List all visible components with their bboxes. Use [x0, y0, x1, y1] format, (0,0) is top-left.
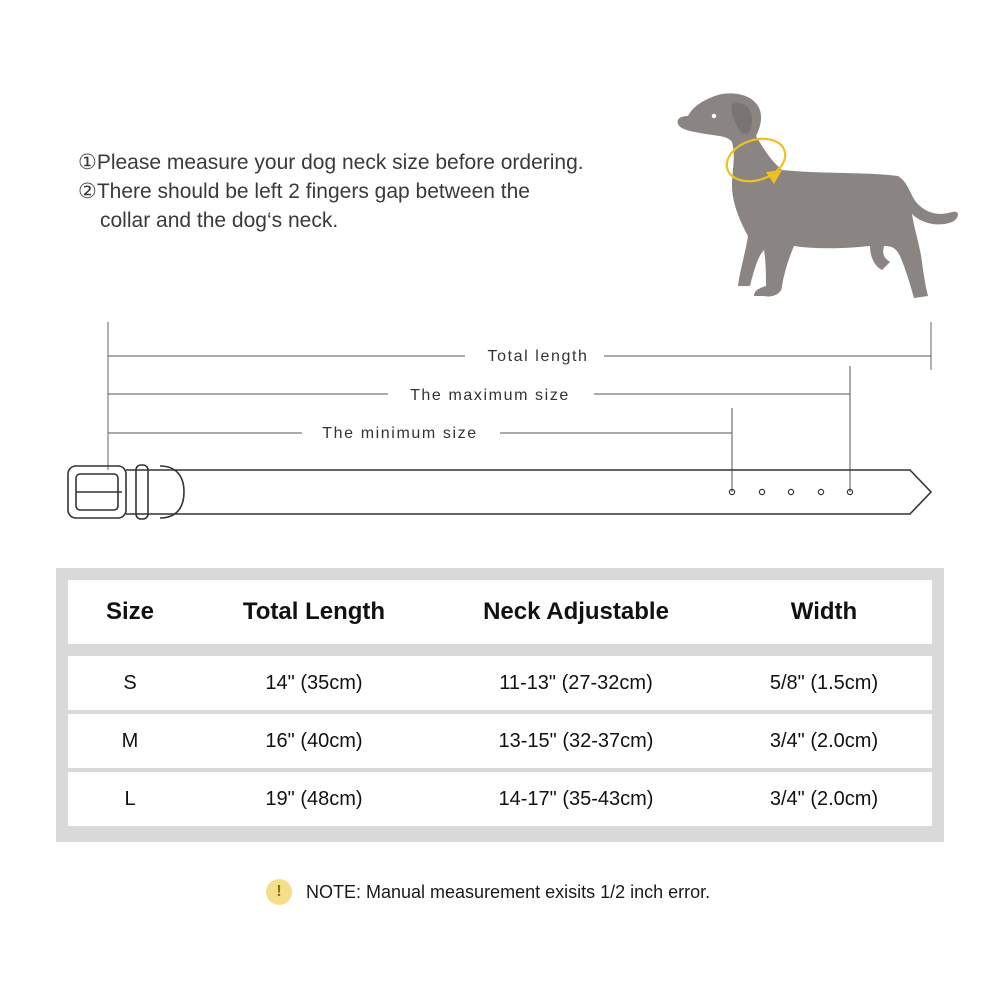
collar-keeper	[136, 465, 148, 519]
collar-drawing	[68, 465, 931, 519]
collar-measurement-diagram	[0, 310, 1000, 540]
maximum-size-label: The maximum size	[410, 387, 570, 404]
instruction-line-1: ①Please measure your dog neck size before ordering.	[78, 151, 584, 174]
size-table	[56, 568, 944, 842]
cell-total-length: 19" (48cm)	[265, 787, 363, 810]
instruction-line-2: ②There should be left 2 fingers gap between the	[78, 180, 530, 203]
collar-holes	[729, 489, 852, 494]
cell-width: 5/8" (1.5cm)	[769, 671, 879, 694]
table-header-row	[68, 580, 932, 644]
warning-icon: !	[266, 879, 292, 905]
header-width: Width	[790, 598, 858, 625]
dog-silhouette	[678, 93, 958, 298]
collar-hole	[788, 489, 793, 494]
note-text: NOTE: Manual measurement exisits 1/2 inch error.	[306, 881, 711, 902]
collar-hole	[818, 489, 823, 494]
cell-size: S	[123, 671, 137, 694]
collar-d-ring	[160, 466, 184, 518]
cell-neck-adjustable: 14-17" (35-43cm)	[498, 787, 654, 810]
table-row	[68, 656, 932, 710]
cell-total-length: 16" (40cm)	[265, 729, 363, 752]
instructions	[78, 148, 584, 235]
dog-eye	[712, 114, 716, 118]
table-row	[68, 714, 932, 768]
cell-width: 3/4" (2.0cm)	[769, 787, 879, 810]
cell-size: L	[124, 787, 136, 810]
header-neck-adjustable: Neck Adjustable	[483, 598, 669, 625]
collar-strap	[126, 470, 931, 514]
header-total-length: Total Length	[242, 598, 386, 625]
cell-width: 3/4" (2.0cm)	[769, 729, 879, 752]
instruction-line-3: collar and the dog‘s neck.	[100, 209, 339, 232]
dog-illustration	[670, 90, 970, 310]
total-length-label: Total length	[487, 348, 589, 365]
cell-neck-adjustable: 11-13" (27-32cm)	[499, 671, 653, 694]
cell-size: M	[121, 729, 139, 752]
table-row	[68, 772, 932, 826]
minimum-size-label: The minimum size	[322, 425, 478, 442]
collar-hole	[759, 489, 764, 494]
note	[266, 879, 710, 905]
header-size: Size	[105, 598, 155, 625]
cell-total-length: 14" (35cm)	[265, 671, 363, 694]
cell-neck-adjustable: 13-15" (32-37cm)	[498, 729, 654, 752]
